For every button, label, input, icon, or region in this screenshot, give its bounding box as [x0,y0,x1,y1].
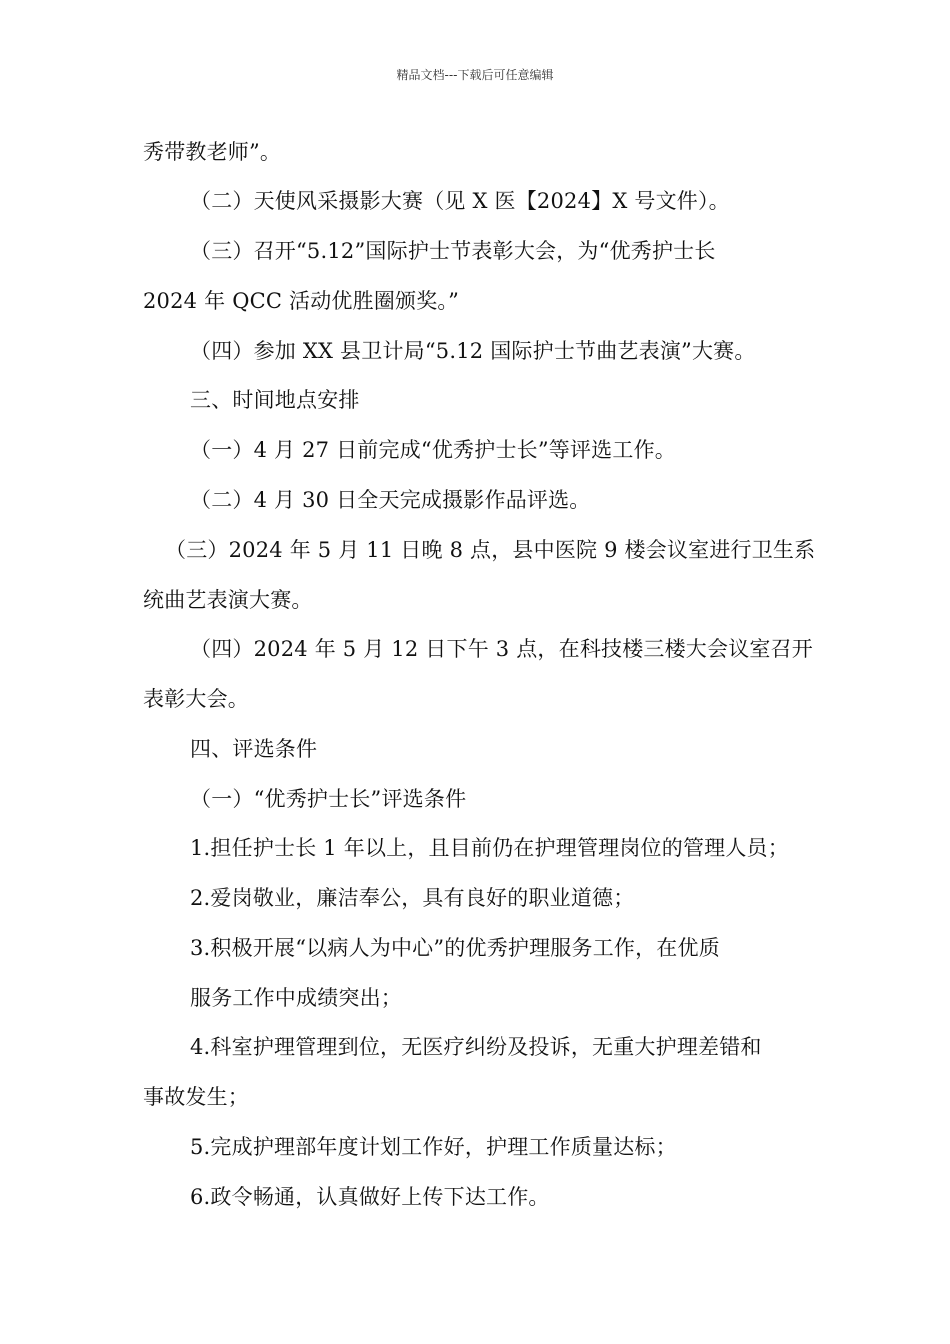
page-header: 精品文档---下载后可任意编辑 [396,68,554,82]
list-item: 2.爱岗敬业，廉洁奉公，具有良好的职业道德； [190,886,635,910]
body-line: （三）2024 年 5 月 11 日晚 8 点，县中医院 9 楼会议室进行卫生系 [165,538,816,562]
section-heading: 四、评选条件 [190,737,318,761]
list-item: 4.科室护理管理到位，无医疗纠纷及投诉，无重大护理差错和 [190,1035,762,1059]
body-line: （四）参加 XX 县卫计局“5.12 国际护士节曲艺表演”大赛。 [190,339,756,363]
body-line: 统曲艺表演大赛。 [143,588,313,612]
list-item: 事故发生； [143,1085,249,1109]
body-line: （二）天使风采摄影大赛（见 X 医【2024】X 号文件）。 [190,189,730,213]
section-heading: 三、时间地点安排 [190,388,360,412]
subsection-heading: （一）“优秀护士长”评选条件 [190,787,467,811]
body-line: 2024 年 QCC 活动优胜圈颁奖。” [143,289,460,313]
body-line: （三）召开“5.12”国际护士节表彰大会，为“优秀护士长 [190,239,716,263]
list-item: 服务工作中成绩突出； [190,986,402,1010]
list-item: 3.积极开展“以病人为中心”的优秀护理服务工作，在优质 [190,936,720,960]
body-line: （四）2024 年 5 月 12 日下午 3 点，在科技楼三楼大会议室召开 [190,637,814,661]
list-item: 5.完成护理部年度计划工作好，护理工作质量达标； [190,1135,677,1159]
body-line: 秀带教老师”。 [143,140,282,164]
body-line: （二）4 月 30 日全天完成摄影作品评选。 [190,488,591,512]
body-line: 表彰大会。 [143,687,249,711]
list-item: 1.担任护士长 1 年以上，且目前仍在护理管理岗位的管理人员； [190,836,789,860]
body-line: （一）4 月 27 日前完成“优秀护士长”等评选工作。 [190,438,676,462]
list-item: 6.政令畅通，认真做好上传下达工作。 [190,1185,550,1209]
